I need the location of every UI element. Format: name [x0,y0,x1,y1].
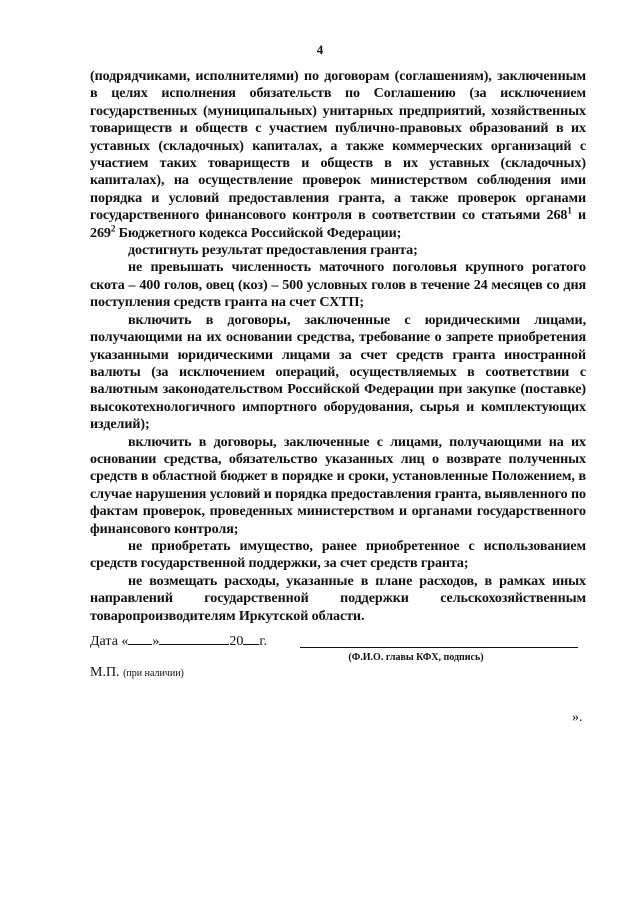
date-year-suffix: г. [259,634,268,649]
paragraph-1: (подрядчиками, исполнителями) по договорам (соглашениям), заключенным в целях исполнения обязательств по Соглашению (за исключением государственных (муниципальных) унитарных предприятий, хозяйственных товариществ и обществ с участием публично-правовых образований в их уставных (складочных) капиталах, а также коммерческих организаций с участием таких товариществ и обществ в их уставных (складочных) капиталах), на осуществление проверок министерством соблюдения ими порядка и условий предоставления гранта, а также проверок органами государственного финансового контроля в соответствии со статьями $268^1$ и $269^2$ Бюджетного кодекса Российской Федерации; [90,68,586,241]
page-number: 4 [316,42,324,57]
paragraph-7: не возмещать расходы, указанные в плане расходов, в рамках иных направлений государственной поддержки сельскохозяйственным товаропроизводителям Иркутской области. [90,572,586,624]
closing-quote: ». [572,710,583,725]
paragraph-3: не превышать численность маточного поголовья крупного рогатого скота – 400 голов, овец (коз) – 500 условных голов в течение 24 месяцев со дня поступления средств гранта на счет СХТП; [90,259,586,311]
stamp-label: М.П. [90,665,120,680]
paragraph-4: включить в договоры, заключенные с юридическими лицами, получающими на их основании средства, требование о запрете приобретения указанными юридическими лицами за счет средств гранта иностранной валюты (за исключением операций, осуществляемых в соответствии с валютным законодательством Российской Федерации при закупке (поставке) высокотехнологичного импортного оборудования, сырья и комплектующих изделий); [90,311,586,433]
stamp-note: (при наличии) [123,668,184,679]
date-day-blank [128,632,152,645]
stamp-line [90,665,184,681]
date-month-blank [159,632,229,645]
signature-line [300,647,578,648]
paragraph-5: включить в договоры, заключенные с лицами, получающими на их основании средства, обязательство указанных лиц о возврате полученных средств в областной бюджет в порядке и сроки, установленные Положением, в случае нарушения условий и порядка предоставления гранта, выявленного по фактам проверок, проведенных министерством и органами государственного финансового контроля; [90,433,586,537]
signature-caption: (Ф.И.О. главы КФХ, подпись) [348,652,484,663]
date-mid: » [152,634,160,649]
date-year-blank [243,632,259,645]
document-body [90,68,586,625]
paragraph-2: достигнуть результат предоставления гранта; [128,242,418,259]
date-year-prefix: 20 [229,634,244,649]
date-label: Дата « [90,634,129,649]
paragraph-6: не приобретать имущество, ранее приобретенное с использованием средств государственной поддержки, за счет средств гранта; [90,537,586,572]
